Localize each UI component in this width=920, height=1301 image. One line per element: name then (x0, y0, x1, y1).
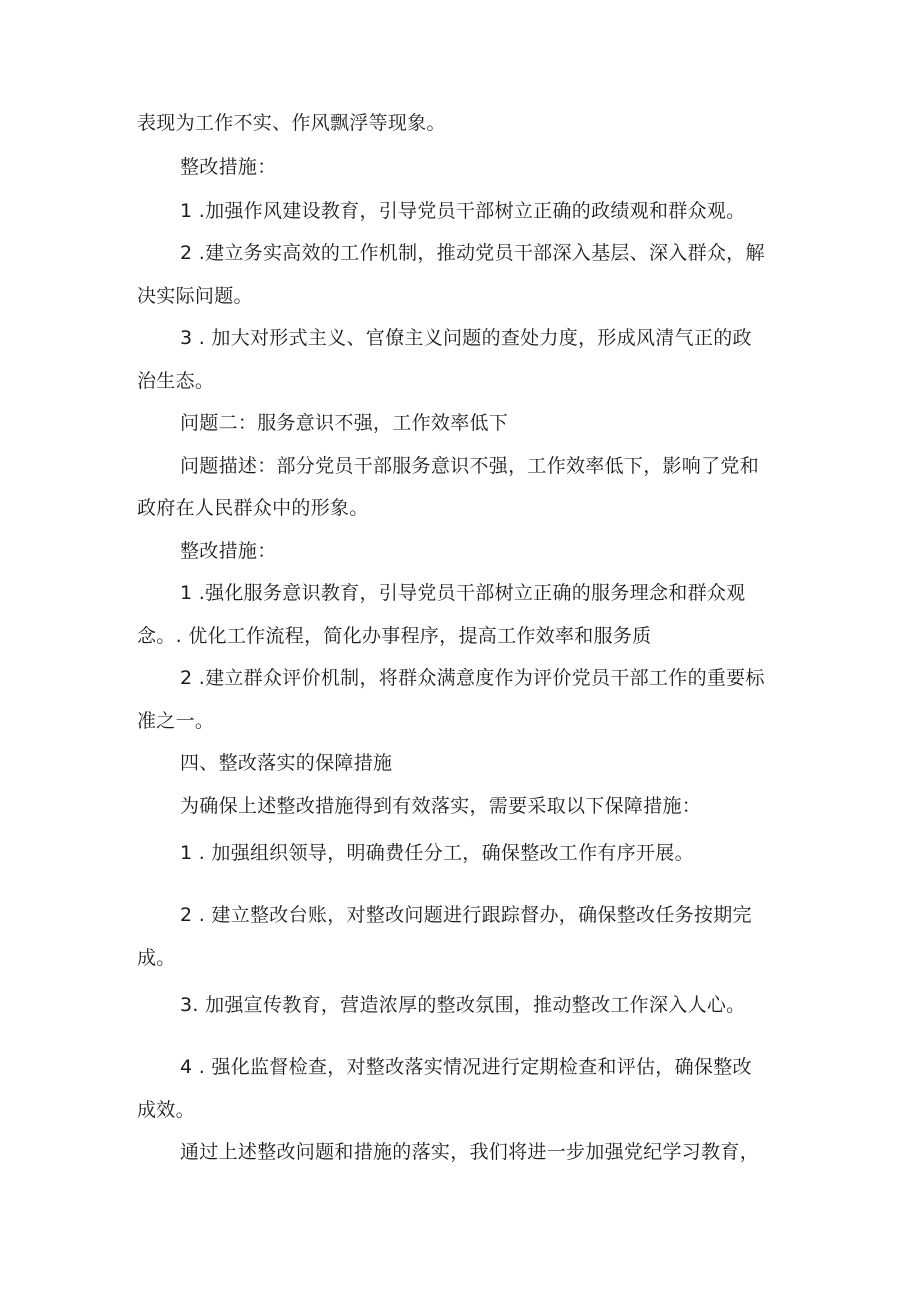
text-line: 整改措施： (180, 540, 277, 562)
text-line: 通过上述整改问题和措施的落实，我们将进一步加强党纪学习教育， (180, 1141, 760, 1163)
text-line: 政府在人民群众中的形象。 (137, 497, 369, 519)
text-line: 成效。 (137, 1099, 195, 1121)
text-line: 治生态。 (137, 370, 215, 392)
text-line: 准之一。 (137, 710, 215, 732)
text-line: 1 .加强作风建设教育，引导党员干部树立正确的政绩观和群众观。 (180, 200, 746, 222)
text-line: 1 .强化服务意识教育，引导党员干部树立正确的服务理念和群众观 (180, 582, 746, 604)
text-line: 为确保上述整改措施得到有效落实，需要采取以下保障措施： (180, 795, 702, 817)
text-line: 3. 加强宣传教育，营造浓厚的整改氛围，推动整改工作深入人心。 (180, 994, 746, 1016)
text-line: 四、整改落实的保障措施 (180, 752, 393, 774)
text-line: 整改措施： (180, 156, 277, 178)
text-line: 4 . 强化监督检查，对整改落实情况进行定期检查和评估，确保整改 (180, 1056, 752, 1078)
text-line: 问题二：服务意识不强，工作效率低下 (180, 412, 509, 434)
text-line: 成。 (137, 947, 176, 969)
text-line: 2 . 建立整改台账，对整改问题进行跟踪督办，确保整改任务按期完 (180, 904, 752, 926)
text-line: 问题描述：部分党员干部服务意识不强，工作效率低下，影响了党和 (180, 455, 760, 477)
text-line: 2 .建立务实高效的工作机制，推动党员干部深入基层、深入群众，解 (180, 242, 765, 264)
text-line: 2 .建立群众评价机制，将群众满意度作为评价党员干部工作的重要标 (180, 667, 765, 689)
text-line: 决实际问题。 (137, 285, 253, 307)
text-line: 念。. 优化工作流程，简化办事程序，提高工作效率和服务质 (137, 625, 652, 647)
text-line: 3 . 加大对形式主义、官僚主义问题的查处力度，形成风清气正的政 (180, 327, 752, 349)
text-line: 1 . 加强组织领导，明确费任分工，确保整改工作有序开展。 (180, 842, 694, 864)
text-line: 表现为工作不实、作风飘浮等现象。 (137, 112, 446, 134)
